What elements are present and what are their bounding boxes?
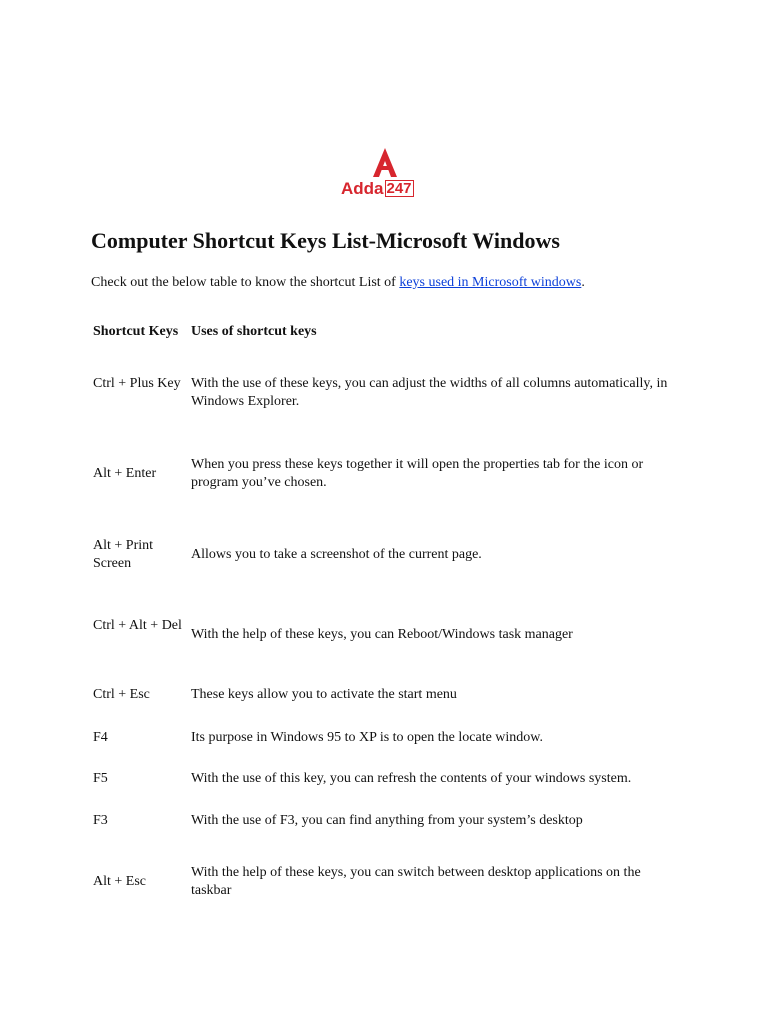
row-use: With the help of these keys, you can Reboot/Windows task manager — [191, 627, 573, 642]
row-key: Ctrl + Alt + Del — [93, 618, 182, 633]
row-key: Alt + Enter — [93, 466, 157, 481]
header-uses: Uses of shortcut keys — [191, 324, 317, 339]
row-key: Alt + Print Screen — [93, 538, 154, 571]
row-key: Ctrl + Plus Key — [93, 376, 181, 391]
logo-brand-text: Adda — [341, 179, 384, 198]
row-key: Ctrl + Esc — [93, 687, 150, 702]
logo-wordmark — [341, 179, 414, 199]
row-use: With the help of these keys, you can switch between desktop applications on the taskbar — [191, 865, 641, 898]
row-use: Allows you to take a screenshot of the current page. — [191, 547, 482, 562]
row-key: F3 — [93, 813, 108, 828]
logo-brand-number: 247 — [386, 180, 412, 197]
intro-text-before: Check out the below table to know the shortcut List of — [91, 275, 400, 290]
row-key: F5 — [93, 771, 108, 786]
adda247-logo — [341, 146, 429, 204]
adda-a-icon — [341, 146, 429, 180]
row-use: With the use of these keys, you can adjust the widths of all columns automatically, in Windows Explorer. — [191, 376, 668, 409]
row-use: When you press these keys together it will open the properties tab for the icon or program you’ve chosen. — [191, 457, 644, 490]
row-use: Its purpose in Windows 95 to XP is to open the locate window. — [191, 730, 543, 745]
header-shortcut-keys: Shortcut Keys — [93, 324, 179, 339]
intro-text-after: . — [581, 275, 585, 290]
row-use: With the use of this key, you can refresh the contents of your windows system. — [191, 771, 632, 786]
row-key: F4 — [93, 730, 108, 745]
keys-link[interactable]: keys used in Microsoft windows — [399, 275, 582, 290]
row-key: Alt + Esc — [93, 874, 146, 889]
row-use: These keys allow you to activate the start menu — [191, 687, 457, 702]
intro-paragraph — [91, 275, 585, 291]
page-title: Computer Shortcut Keys List-Microsoft Windows — [91, 228, 560, 253]
row-use: With the use of F3, you can find anything from your system’s desktop — [191, 813, 583, 828]
